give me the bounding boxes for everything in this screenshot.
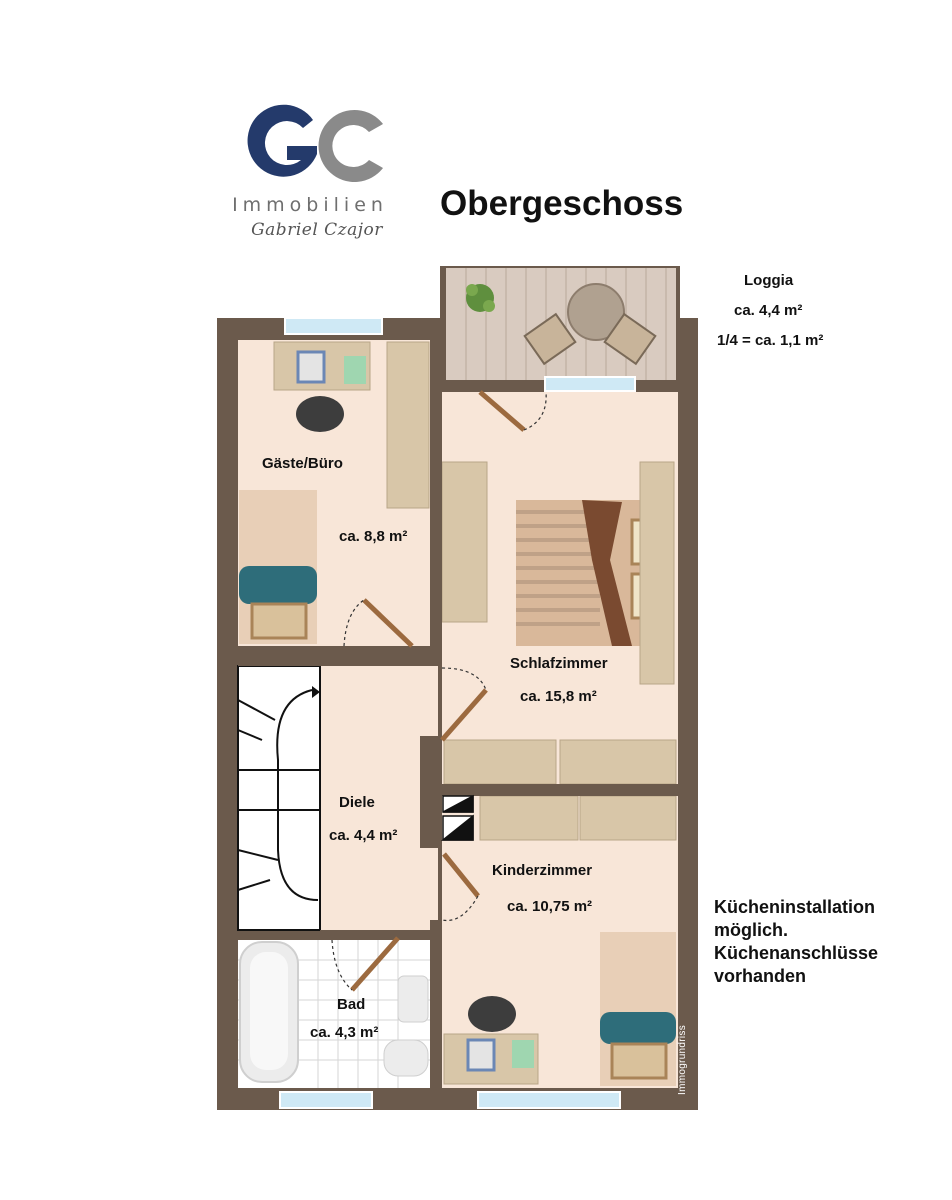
shaft bbox=[443, 796, 473, 840]
kitchen-note-line: Küchenanschlüsse bbox=[714, 943, 879, 963]
loggia-area: ca. 4,4 m² bbox=[734, 302, 803, 319]
logo-wordmark: Immobilien bbox=[232, 194, 388, 216]
bathtub-inner bbox=[250, 952, 288, 1070]
laptop-icon bbox=[468, 1040, 494, 1070]
logo-signature: Gabriel Czajor bbox=[251, 220, 383, 240]
room-name-diele: Diele bbox=[339, 794, 375, 811]
chair-icon bbox=[296, 396, 344, 432]
chair-icon bbox=[468, 996, 516, 1032]
page-title: Obergeschoss bbox=[440, 184, 684, 223]
wardrobe bbox=[480, 796, 578, 840]
kitchen-note bbox=[714, 896, 878, 988]
room-area-kinder: ca. 10,75 m² bbox=[507, 898, 593, 915]
notebook-icon bbox=[512, 1040, 534, 1068]
loggia-quarter: 1/4 = ca. 1,1 m² bbox=[717, 332, 824, 349]
room-name-kinder: Kinderzimmer bbox=[492, 862, 593, 879]
wardrobe bbox=[444, 740, 556, 784]
pillow bbox=[252, 604, 306, 638]
pillow bbox=[612, 1044, 666, 1078]
room-area-gaeste: ca. 8,8 m² bbox=[339, 528, 408, 545]
wardrobe bbox=[580, 796, 676, 840]
notebook-icon bbox=[344, 356, 366, 384]
wardrobe bbox=[387, 342, 429, 508]
room-area-bad: ca. 4,3 m² bbox=[310, 1024, 379, 1041]
nightstand bbox=[640, 462, 674, 684]
room-name-schlaf: Schlafzimmer bbox=[510, 655, 608, 672]
kitchen-note-line: vorhanden bbox=[714, 966, 807, 986]
loggia-name: Loggia bbox=[744, 272, 794, 289]
bed-blanket bbox=[600, 1012, 676, 1044]
room-area-schlaf: ca. 15,8 m² bbox=[520, 688, 597, 705]
wardrobe bbox=[442, 462, 487, 622]
room-area-diele: ca. 4,4 m² bbox=[329, 827, 398, 844]
kitchen-note-line: Kücheninstallation bbox=[714, 897, 876, 917]
bed-blanket bbox=[239, 566, 317, 604]
toilet bbox=[384, 1040, 428, 1076]
room-name-gaeste: Gäste/Büro bbox=[262, 455, 343, 472]
kitchen-note-line: möglich. bbox=[714, 920, 789, 940]
watermark: Immogrundriss bbox=[677, 1024, 688, 1095]
sink bbox=[398, 976, 428, 1022]
wardrobe bbox=[560, 740, 676, 784]
laptop-icon bbox=[298, 352, 324, 382]
room-name-bad: Bad bbox=[337, 996, 366, 1013]
